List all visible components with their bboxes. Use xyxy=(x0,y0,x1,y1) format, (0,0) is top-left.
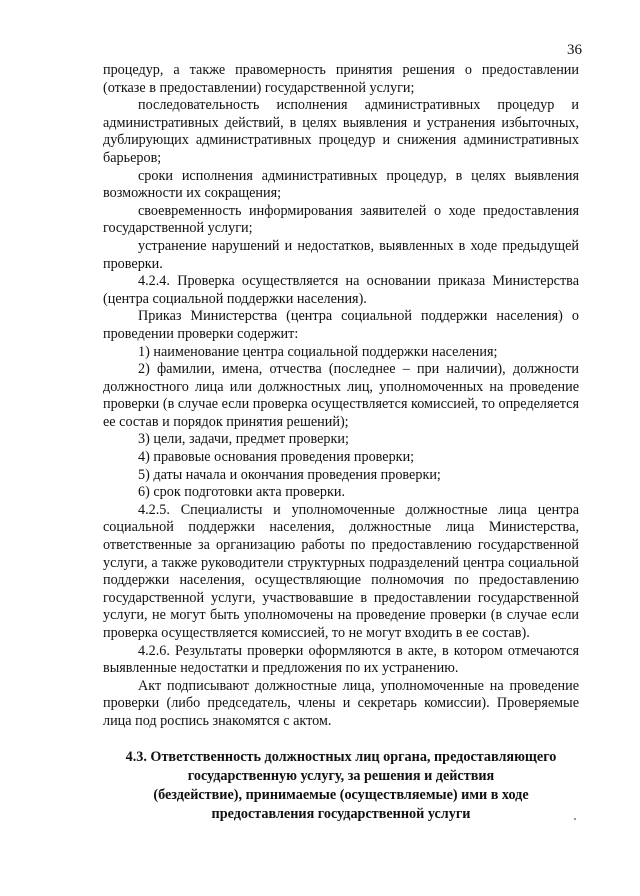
list-item: 6) срок подготовки акта проверки. xyxy=(138,484,346,501)
list-item: 5) даты начала и окончания проведения проверки; xyxy=(138,466,441,483)
paragraph: 4.2.5. Специалисты и уполномоченные должностные лица центра социальной поддержки населения, должностные лица Министерства, ответственные за организацию работы по предоставлению государственной услуги, а также руководители структурных подразделений центра социальной поддержки населения, осуществляющие полномочия по предоставлению государственной услуги, участвовавшие в предоставлении государственной услуги, не могут быть уполномочены на проведение проверки (в случае если проверка осуществляется комиссией, то не могут входить в ее состав). xyxy=(103,501,579,641)
paragraph: Акт подписывают должностные лица, уполномоченные на проведение проверки (либо председатель, члены и секретарь комиссии). Проверяемые лица под роспись знакомятся с актом. xyxy=(103,677,579,729)
section-heading-line: предоставления государственной услуги xyxy=(211,806,471,822)
section-heading xyxy=(103,748,579,824)
section-heading-line: (бездействие), принимаемые (осуществляемые) ими в ходе xyxy=(153,787,529,803)
body-text xyxy=(103,62,579,731)
paragraph: устранение нарушений и недостатков, выявленных в ходе предыдущей проверки. xyxy=(103,237,579,272)
list-item: 2) фамилии, имена, отчества (последнее – при наличии), должности должностного лица или должностных лиц, уполномоченных на проведение проверки (в случае если проверка осуществляется комиссией, то определяется ее состав и порядок принятия решений); xyxy=(103,361,579,430)
paragraph: процедур, а также правомерность принятия решения о предоставлении (отказе в предоставлении) государственной услуги; xyxy=(103,62,579,96)
section-heading-line: государственную услугу, за решения и действия xyxy=(187,768,495,784)
paragraph: Приказ Министерства (центра социальной поддержки населения) о проведении проверки содержит: xyxy=(103,308,579,342)
paragraph: последовательность исполнения административных процедур и административных действий, в целях выявления и устранения избыточных, дублирующих административных процедур и снижения административных барьеров; xyxy=(103,97,579,166)
paragraph: своевременность информирования заявителей о ходе предоставления государственной услуги; xyxy=(103,202,579,237)
paragraph: 4.2.4. Проверка осуществляется на основании приказа Министерства (центра социальной поддержки населения). xyxy=(103,273,579,307)
page-number: 36 xyxy=(567,42,582,58)
section-heading-line: 4.3. Ответственность должностных лиц органа, предоставляющего xyxy=(125,749,557,765)
list-item: 3) цели, задачи, предмет проверки; xyxy=(138,431,349,448)
list-item: 4) правовые основания проведения проверки; xyxy=(138,449,415,466)
paragraph: сроки исполнения административных процедур, в целях выявления возможности их сокращения; xyxy=(103,167,579,202)
paragraph: 4.2.6. Результаты проверки оформляются в акте, в котором отмечаются выявленные недостатки и предложения по их устранению. xyxy=(103,642,579,677)
list-item: 1) наименование центра социальной поддержки населения; xyxy=(138,343,498,360)
scan-dot-mark xyxy=(574,818,576,820)
